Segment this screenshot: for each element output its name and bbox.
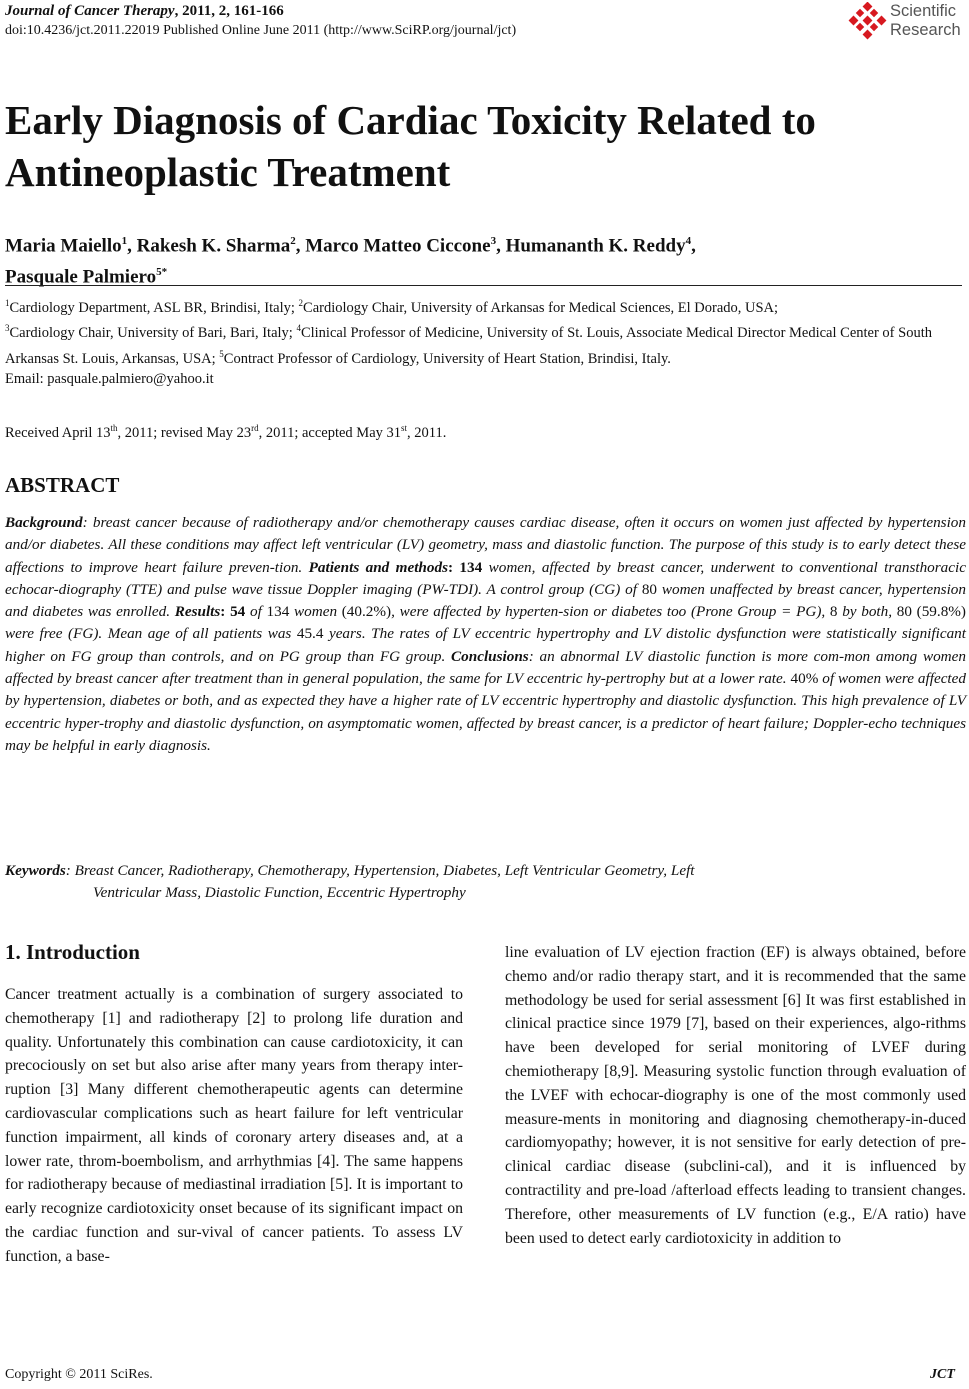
doi-line: doi:10.4236/jct.2011.22019 Published Online June 2011 (http://www.SciRP.org/journal/jct) — [5, 23, 517, 38]
author-separator: , — [295, 235, 306, 257]
keywords-line-1: : Breast Cancer, Radiotherapy, Chemotherapy, Hypertension, Diabetes, Left Ventricular Geometry, Left — [65, 862, 695, 879]
abstract-text: women unaffected by breast cancer, hypertension and diabetes was enrolled. — [5, 580, 966, 621]
journal-citation — [5, 3, 284, 20]
abstract-heading: ABSTRACT — [5, 473, 120, 497]
copyright: Copyright © 2011 SciRes. — [5, 1367, 153, 1382]
abstract-text: : an abnormal LV diastolic function is more com-mon among women affected by breast cancer after treatment than in general population, the same for LV eccentric hy-pertrophy but at a lower rate. — [5, 647, 966, 688]
author-name: Pasquale Palmiero — [5, 266, 157, 288]
abstract-text: were free (FG). Mean age of all patients was — [5, 625, 297, 643]
divider — [5, 285, 962, 286]
logo-line-research: Research — [890, 21, 961, 39]
abstract-number: : 134 — [447, 558, 483, 576]
label-results: Results — [174, 603, 221, 621]
affiliation: Contract Professor of Cardiology, University of Heart Station, Brindisi, Italy. — [223, 350, 671, 367]
affil-sup: 5 — [219, 348, 224, 359]
abstract-text: of — [245, 603, 267, 621]
affiliation: Cardiology Department, ASL BR, Brindisi, Italy; — [9, 299, 299, 316]
author-sup: 3 — [490, 235, 497, 247]
received-dates — [5, 423, 446, 442]
publisher-logo — [848, 2, 968, 44]
abstract-text: of women were affected by hypertension, diabetes or both, and as expected they have a higher rate of LV eccentric hypertrophy and diastolic dysfunction. This high prevalence of LV eccentric hyper-trophy and diastolic dysfunction, on asymptomatic women, affected by breast cancer, is a predictor of heart failure; Doppler-echo techniques may be helpful in early diagnosis. — [5, 670, 966, 754]
abstract-number: 45.4 — [296, 625, 324, 643]
abstract-number: 80 — [641, 580, 658, 598]
email[interactable]: Email: pasquale.palmiero@yahoo.it — [5, 370, 214, 387]
journal-abbreviation: JCT — [930, 1367, 955, 1382]
abstract-text: : breast cancer because of radiotherapy and/or chemotherapy causes cardiac disease, often it occurs on women just affected by hypertension and/or diabetes. All these conditions may affect left ventricular (LV) geometry, mass and diastolic function. The purpose of this study is to early detect these affections to improve heart failure preven-tion. — [5, 514, 966, 576]
author-name: Marco Matteo Ciccone — [305, 235, 491, 257]
abstract-body — [5, 512, 966, 757]
affiliation: Clinical Professor of Medicine, University of St. Louis, Associate Medical Director Medical Center of South Arkansas St. Louis, Arkansas, USA; — [5, 325, 932, 367]
title-line-2: Antineoplastic Treatment — [5, 149, 451, 195]
revised-text: , 2011; revised May 23 — [117, 424, 252, 441]
label-conclusions: Conclusions — [451, 647, 529, 665]
keywords — [5, 860, 965, 905]
author-sup: 2 — [290, 235, 296, 247]
accepted-text: , 2011; accepted May 31 — [258, 424, 402, 441]
affil-sup: 1 — [5, 298, 10, 308]
affil-sup: 4 — [296, 323, 301, 334]
label-patients-methods: Patients and methods — [308, 558, 448, 576]
author-separator: , — [127, 235, 137, 257]
abstract-number: : 54 — [220, 603, 246, 621]
keywords-line-2: Ventricular Mass, Diastolic Function, Eccentric Hypertrophy — [93, 884, 466, 902]
intro-column-left: Cancer treatment actually is a combination of surgery associated to chemotherapy [1] and radiotherapy [2] to prolong life duration and quality. Unfortunately this combination can cause cardiotoxicity, it can precociously on set but also arise after many years from therapy inter-ruption [3] Many different chemotherapeutic agents can determine cardiovascular complications such as heart failure for left ventricular function impairment, all kinds of coronary artery diseases and, at a lower rate, throm-boembolism, and arrhythmias [4]. The same happens for radiotherapy because of mediastinal irradiation [5]. It is important to early recognize cardiotoxicity onset because of its significant impact on the cardiac function and sur-vival of cancer patients. To assess LV function, a base- — [5, 986, 463, 1265]
year-text: , 2011. — [407, 424, 447, 441]
abstract-text: years. The rates of LV eccentric hypertrophy and LV distolic dysfunction were statistically significant higher on FG group than controls, and on PG group than FG group. — [5, 625, 966, 665]
ordinal: rd — [251, 423, 259, 433]
affil-sup: 2 — [298, 298, 304, 308]
abstract-number: 80 (59.8%) — [896, 603, 966, 621]
ordinal: st — [401, 423, 408, 433]
abstract-text: by both, — [837, 603, 897, 621]
author-separator: , — [691, 235, 696, 257]
author-list — [5, 228, 696, 291]
abstract-number: 8 — [829, 603, 838, 621]
affiliation: Cardiology Chair, University of Bari, Bari, Italy; — [9, 325, 297, 342]
received-text: Received April 13 — [5, 424, 111, 441]
ordinal: th — [110, 423, 118, 433]
scirp-logo-icon — [848, 2, 888, 42]
abstract-text: , were affected by hyperten-sion or diabetes too (Prone Group = PG), — [391, 603, 830, 621]
abstract-text: women, affected by breast cancer, underwent to conventional transthoracic echocar-diography (TTE) and pulse wave tissue Doppler imaging (PW-TDI). A control group (CG) of — [5, 558, 966, 598]
journal-name: Journal of Cancer Therapy — [5, 3, 175, 19]
author-sup: 1 — [121, 235, 128, 247]
label-background: Background — [5, 514, 83, 531]
keywords-label: Keywords — [5, 862, 66, 879]
journal-volume: , 2011, 2, 161-166 — [174, 3, 284, 19]
affiliations — [5, 293, 967, 389]
abstract-number: 134 — [266, 603, 290, 621]
affiliation: Cardiology Chair, University of Arkansas for Medical Sciences, El Dorado, USA; — [303, 299, 779, 316]
abstract-text: women — [289, 603, 342, 621]
abstract-number: (40.2%) — [341, 603, 392, 621]
author-sup: 5* — [156, 266, 168, 279]
author-name: Humananth K. Reddy — [505, 235, 686, 257]
logo-line-scientific: Scientific — [890, 2, 957, 20]
affil-sup: 3 — [5, 323, 10, 334]
intro-column-right: line evaluation of LV ejection fraction (EF) is always obtained, before chemo and/or radio therapy start, and it is recommended that the same methodology be used for serial assessment [6] It was first established in clinical practice since 1979 [7], based on their experiences, algo-rithms have been developed for serial monitoring of LVEF during chemiotherapy [8,9]. Measuring systolic function through evaluation of the LVEF with echocar-diography is one of the most commonly used measure-ments in monitoring and diagnosing chemotherapy-in-duced cardiomyopathy; however, it is not sensitive for early detection of pre-clinical cardiac disease (subclini-cal), and it is influenced by contractility and pre-load /afterload effects leading to transient changes. Therefore, other measurements of LV function (e.g., E/A ratio) have been used to detect early cardiotoxicity in addition to — [505, 944, 966, 1247]
paper-title — [5, 94, 816, 198]
author-separator: , — [496, 235, 506, 257]
logo-text — [890, 2, 961, 40]
author-sup: 4 — [685, 235, 692, 247]
author-name: Rakesh K. Sharma — [136, 235, 291, 257]
author-name: Maria Maiello — [5, 235, 122, 257]
abstract-number: 40% — [790, 670, 819, 688]
section-heading: 1. Introduction — [5, 940, 140, 964]
title-line-1: Early Diagnosis of Cardiac Toxicity Related to — [5, 97, 816, 143]
